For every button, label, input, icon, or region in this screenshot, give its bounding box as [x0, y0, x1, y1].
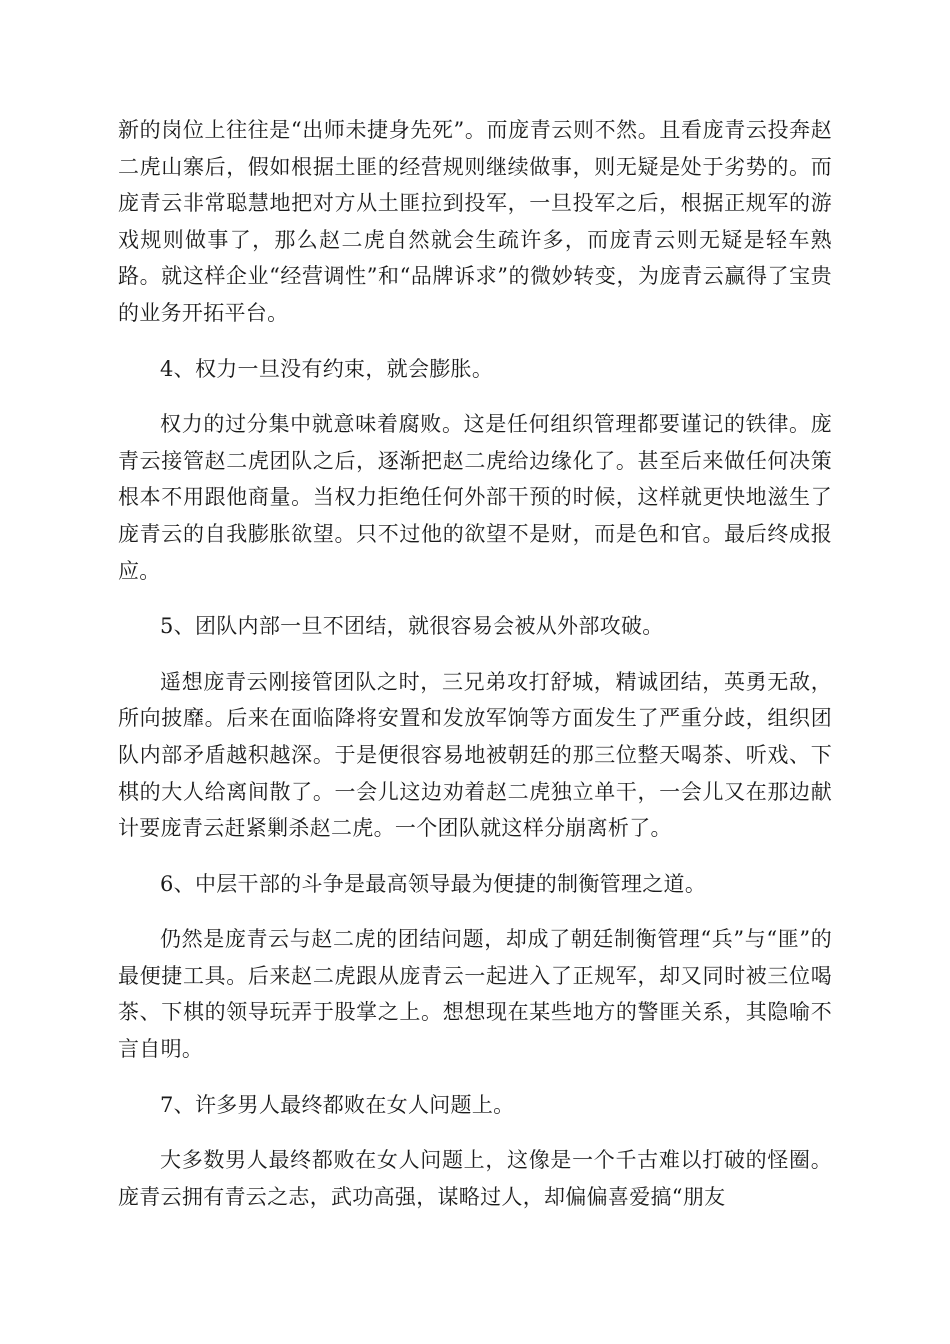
heading-4: 4、权力一旦没有约束，就会膨胀。 [160, 356, 494, 381]
paragraph-3: 遥想庞青云刚接管团队之时，三兄弟攻打舒城，精诚团结，英勇无敌，所向披靡。后来在面临降将安置和发放军饷等方面发生了严重分歧，组织团队内部矛盾越积越深。于是便很容易地被朝廷的那三位整天喝茶、听戏、下棋的大人给离间散了。一会儿这边劝着赵二虎独立单干，一会儿又在那边献计要庞青云赶紧剿杀赵二虎。一个团队就这样分崩离析了。 [118, 669, 832, 841]
heading-5: 5、团队内部一旦不团结，就很容易会被从外部攻破。 [160, 614, 664, 639]
heading-7: 7、许多男人最终都败在女人问题上。 [160, 1092, 515, 1117]
paragraph-5: 大多数男人最终都败在女人问题上，这像是一个千古难以打破的怪圈。庞青云拥有青云之志，武功高强，谋略过人，却偏偏喜爱搞“朋友 [118, 1148, 832, 1209]
heading-6: 6、中层干部的斗争是最高领导最为便捷的制衡管理之道。 [160, 871, 707, 896]
paragraph-2: 权力的过分集中就意味着腐败。这是任何组织管理都要谨记的铁律。庞青云接管赵二虎团队之后，逐渐把赵二虎给边缘化了。甚至后来做任何决策根本不用跟他商量。当权力拒绝任何外部干预的时候，这样就更快地滋生了庞青云的自我膨胀欲望。只不过他的欲望不是财，而是色和官。最后终成报应。 [118, 412, 832, 583]
paragraph-1: 新的岗位上往往是“出师未捷身先死”。而庞青云则不然。且看庞青云投奔赵二虎山寨后，假如根据土匪的经营规则继续做事，则无疑是处于劣势的。而庞青云非常聪慧地把对方从土匪拉到投军，一旦投军之后，根据正规军的游戏规则做事了，那么赵二虎自然就会生疏许多，而庞青云则无疑是轻车熟路。就这样企业“经营调性”和“品牌诉求”的微妙转变，为庞青云赢得了宝贵的业务开拓平台。 [118, 118, 832, 325]
paragraph-4: 仍然是庞青云与赵二虎的团结问题，却成了朝廷制衡管理“兵”与“匪”的最便捷工具。后来赵二虎跟从庞青云一起进入了正规军，却又同时被三位喝茶、下棋的领导玩弄于股掌之上。想想现在某些地方的警匪关系，其隐喻不言自明。 [118, 927, 832, 1062]
document-page [118, 112, 832, 1234]
